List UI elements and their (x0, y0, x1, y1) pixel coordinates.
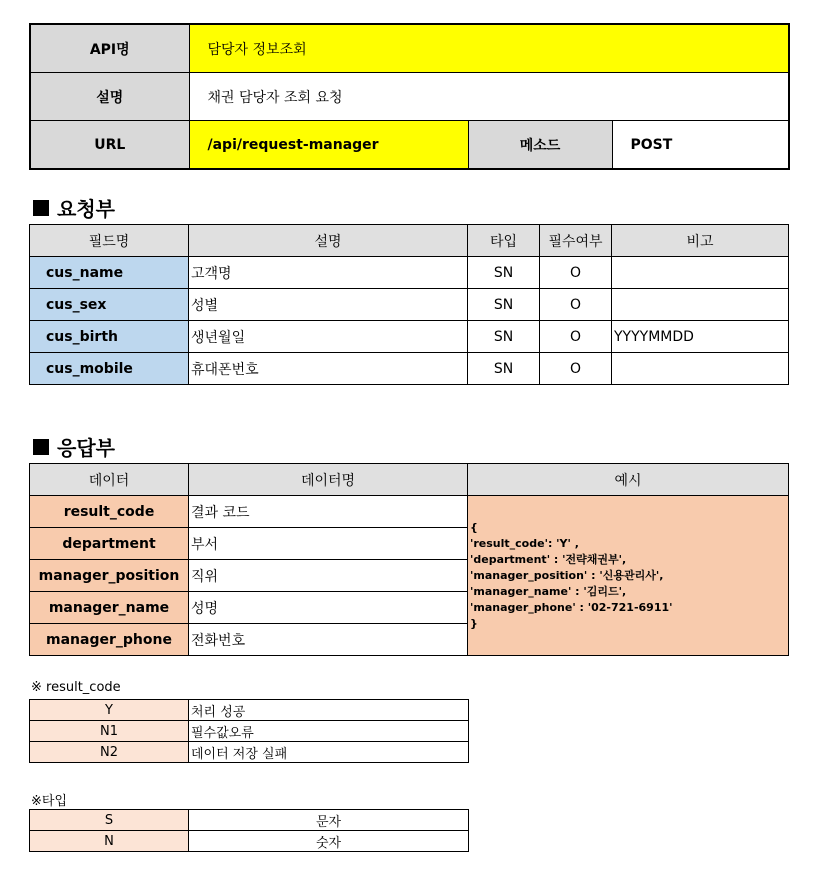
api-url-label: URL (30, 121, 189, 170)
result-code-table (29, 699, 469, 763)
request-header-desc: 설명 (189, 225, 468, 257)
request-header-required: 필수여부 (540, 225, 612, 257)
response-field-name: department (30, 528, 189, 560)
table-row (30, 700, 469, 721)
api-name-label: API명 (30, 24, 189, 73)
type-desc: 문자 (189, 810, 469, 831)
result-code-desc: 데이터 저장 실패 (189, 742, 469, 763)
request-field-name: cus_name (30, 257, 189, 289)
type-table (29, 809, 469, 852)
type-desc: 숫자 (189, 831, 469, 852)
response-header-example: 예시 (468, 464, 789, 496)
request-field-note (612, 353, 789, 385)
request-field-name: cus_birth (30, 321, 189, 353)
response-section-title (33, 432, 115, 461)
response-field-desc: 전화번호 (189, 624, 468, 656)
request-field-desc: 생년월일 (189, 321, 468, 353)
response-field-name: manager_name (30, 592, 189, 624)
request-field-note (612, 289, 789, 321)
request-section-title (33, 193, 115, 222)
request-field-type: SN (468, 257, 540, 289)
request-field-note: YYYYMMDD (612, 321, 789, 353)
result-code-key: N2 (30, 742, 189, 763)
result-code-desc: 필수값오류 (189, 721, 469, 742)
request-field-note (612, 257, 789, 289)
request-field-name: cus_mobile (30, 353, 189, 385)
request-field-required: O (540, 257, 612, 289)
table-row (30, 831, 469, 852)
api-desc-value: 채권 담당자 조회 요청 (189, 73, 789, 121)
response-field-name: result_code (30, 496, 189, 528)
request-field-desc: 고객명 (189, 257, 468, 289)
response-table (29, 463, 789, 656)
response-field-desc: 성명 (189, 592, 468, 624)
response-header-data: 데이터 (30, 464, 189, 496)
request-field-type: SN (468, 353, 540, 385)
api-url-row (30, 121, 789, 170)
request-header-field: 필드명 (30, 225, 189, 257)
request-field-type: SN (468, 321, 540, 353)
request-field-required: O (540, 321, 612, 353)
request-title-text: 요청부 (57, 197, 115, 221)
response-field-desc: 결과 코드 (189, 496, 468, 528)
api-name-value: 담당자 정보조회 (189, 24, 789, 73)
response-header-row (30, 464, 789, 496)
square-bullet-icon (33, 439, 49, 455)
result-code-desc: 처리 성공 (189, 700, 469, 721)
table-row (30, 742, 469, 763)
api-method-value: POST (612, 121, 789, 170)
type-key: N (30, 831, 189, 852)
api-desc-row (30, 73, 789, 121)
response-field-desc: 직위 (189, 560, 468, 592)
request-table (29, 224, 789, 385)
type-key: S (30, 810, 189, 831)
api-desc-label: 설명 (30, 73, 189, 121)
table-row (30, 721, 469, 742)
request-field-type: SN (468, 289, 540, 321)
table-row (30, 321, 789, 353)
api-method-label: 메소드 (468, 121, 612, 170)
request-header-row (30, 225, 789, 257)
response-header-name: 데이터명 (189, 464, 468, 496)
response-field-name: manager_position (30, 560, 189, 592)
api-url-value: /api/request-manager (189, 121, 468, 170)
request-header-type: 타입 (468, 225, 540, 257)
square-bullet-icon (33, 200, 49, 216)
request-field-desc: 성별 (189, 289, 468, 321)
request-field-required: O (540, 289, 612, 321)
request-field-name: cus_sex (30, 289, 189, 321)
request-header-note: 비고 (612, 225, 789, 257)
table-row (30, 496, 789, 528)
api-name-row (30, 24, 789, 73)
response-example: { 'result_code': 'Y' , 'department' : '전략채권부', 'manager_position' : '신용관리사', 'manager_name' : '김리드', 'manager_phone' : '02-721-6911' } (468, 496, 789, 656)
api-info-table (29, 23, 790, 170)
table-row (30, 257, 789, 289)
result-code-title: ※ result_code (31, 680, 121, 695)
response-field-desc: 부서 (189, 528, 468, 560)
response-title-text: 응답부 (57, 436, 115, 460)
type-title: ※타입 (31, 794, 68, 809)
result-code-key: Y (30, 700, 189, 721)
request-field-required: O (540, 353, 612, 385)
result-code-key: N1 (30, 721, 189, 742)
table-row (30, 353, 789, 385)
request-field-desc: 휴대폰번호 (189, 353, 468, 385)
table-row (30, 810, 469, 831)
table-row (30, 289, 789, 321)
response-field-name: manager_phone (30, 624, 189, 656)
